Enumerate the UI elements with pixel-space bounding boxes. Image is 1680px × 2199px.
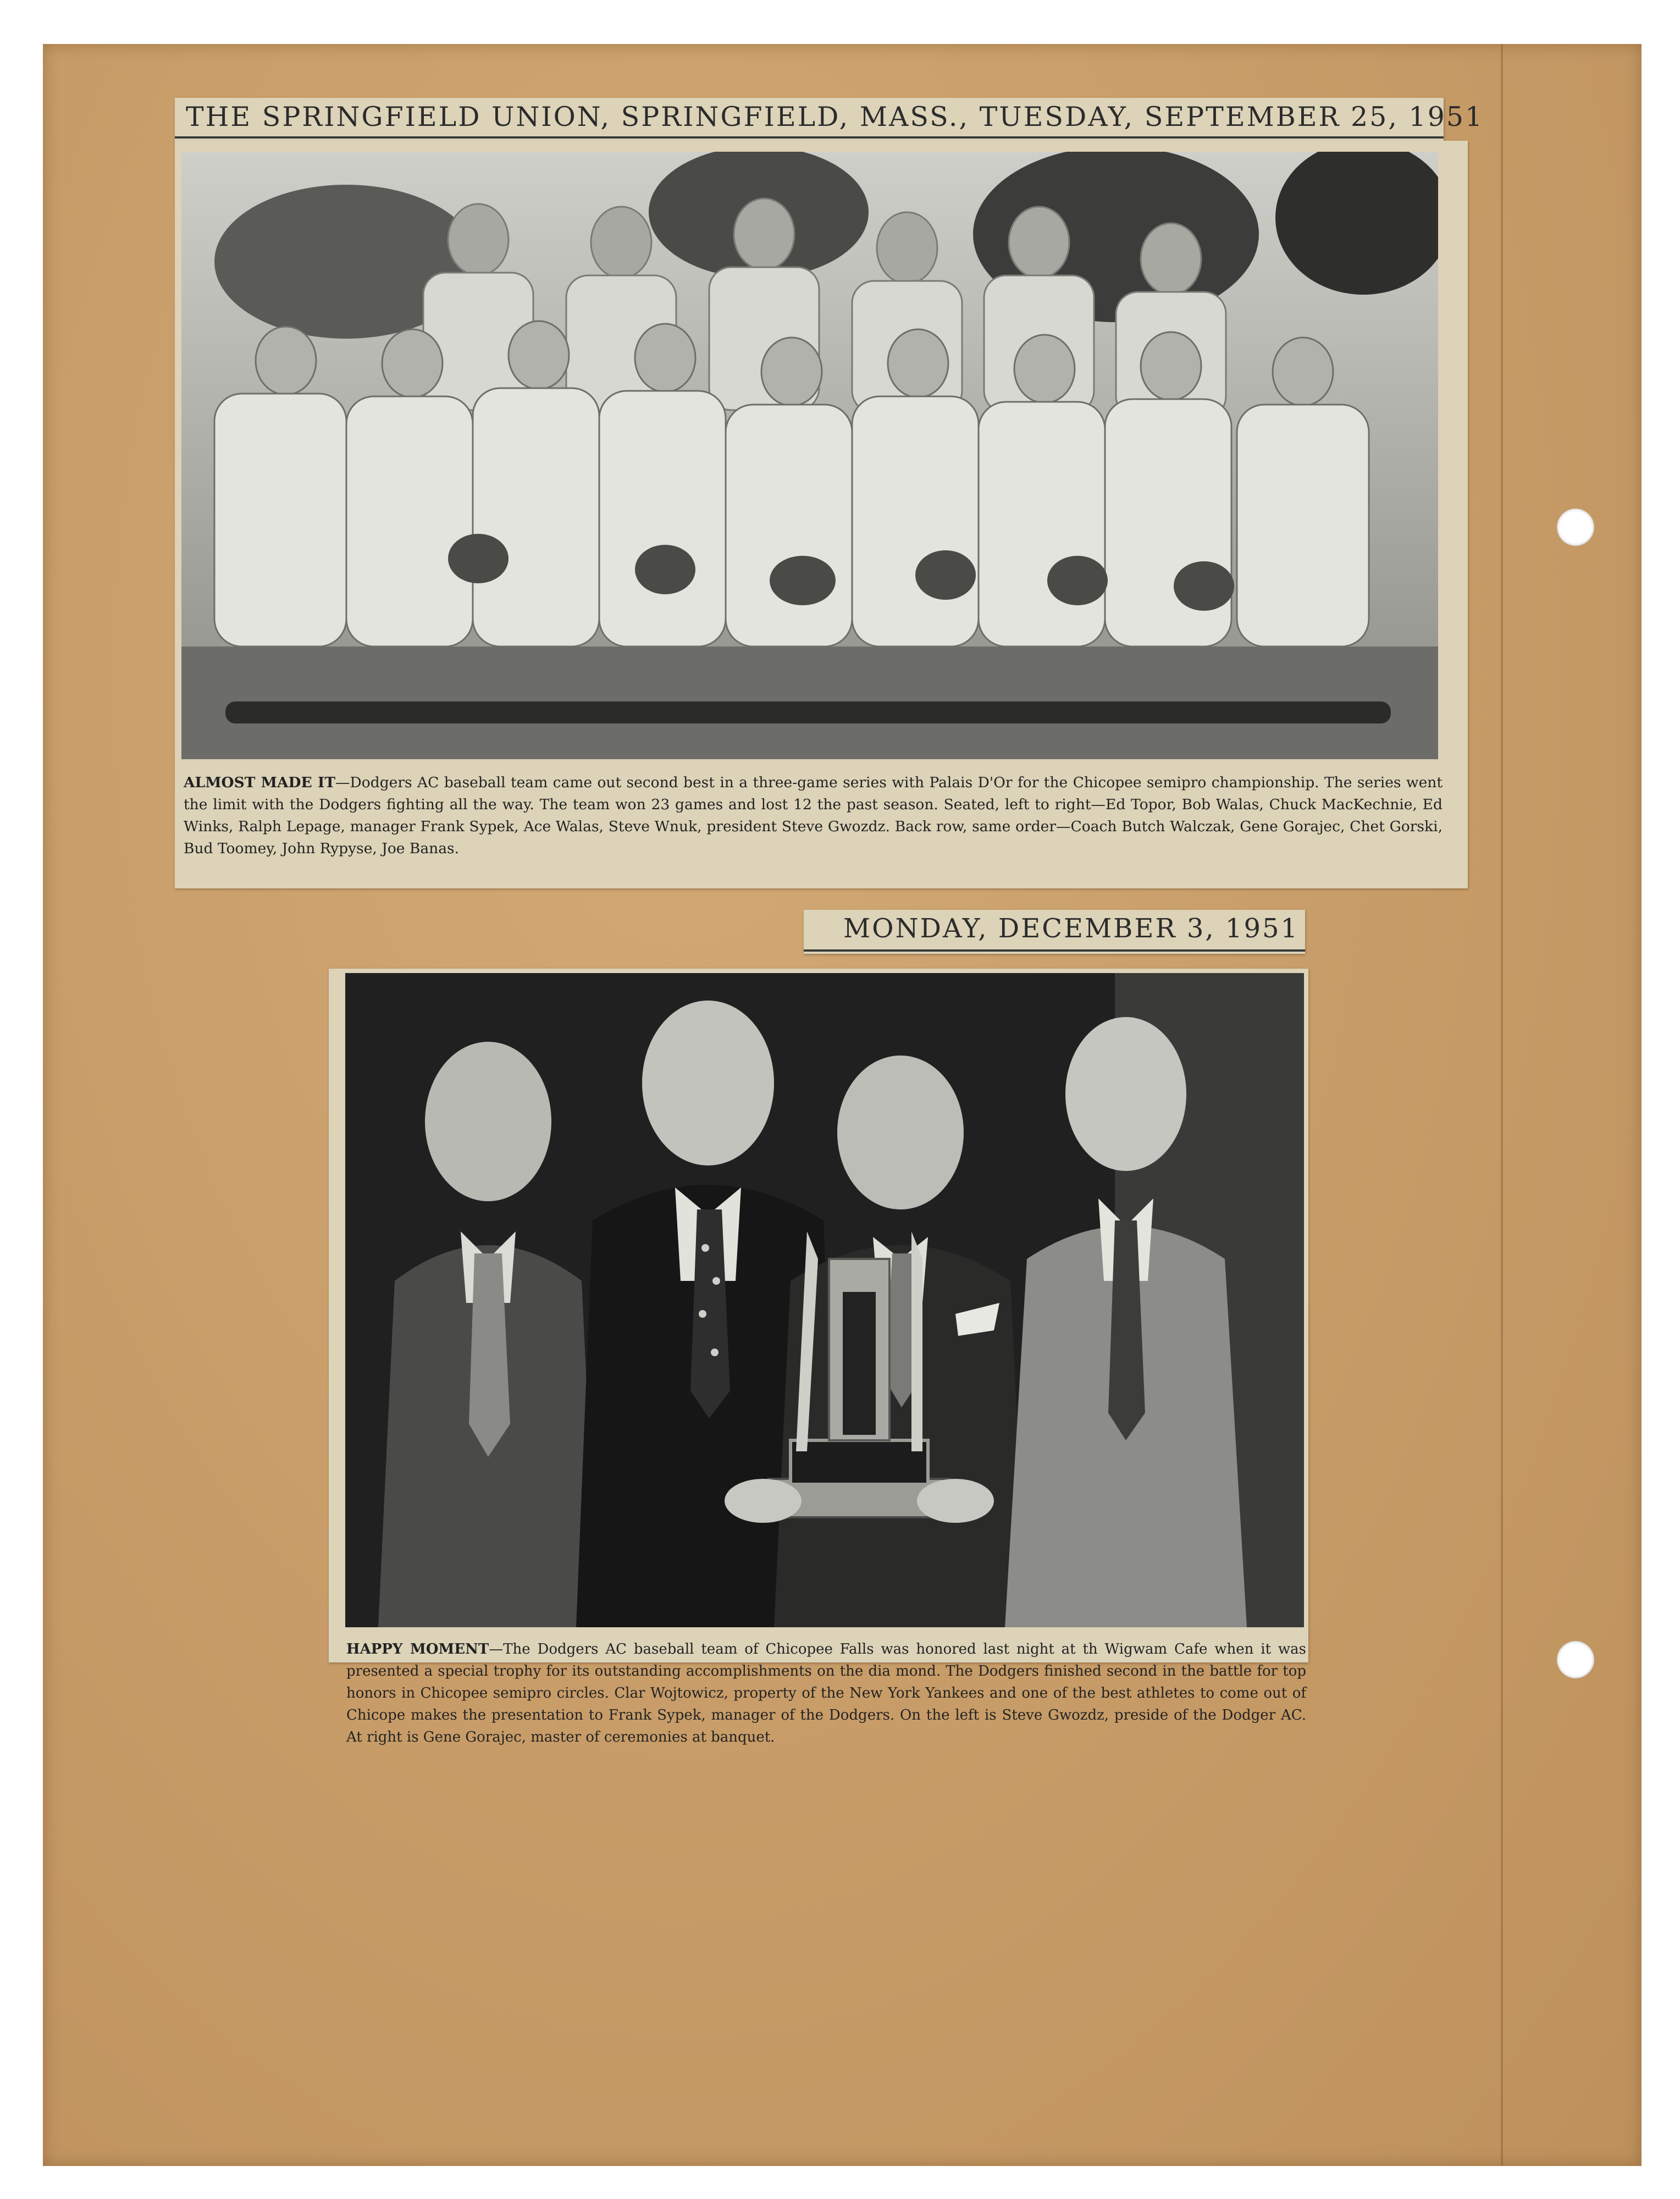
bottom-dateline: MONDAY, DECEMBER 3, 1951 — [843, 913, 1300, 944]
bottom-clipping — [329, 969, 1308, 1745]
top-dateline: THE SPRINGFIELD UNION, SPRINGFIELD, MASS., TUESDAY, SEPTEMBER 25, 1951 — [186, 101, 1484, 132]
top-dateline-strip — [175, 98, 1484, 141]
team-photo-icon — [181, 152, 1438, 759]
top-clipping — [175, 141, 1468, 888]
bottom-caption-lead: HAPPY MOMENT — [346, 1641, 489, 1657]
bottom-caption — [346, 1638, 1306, 1748]
top-caption-body: —Dodgers AC baseball team came out second best in a three-game series with Palais D'Or for the Chicopee semipro championship. The series went the limit with the Dodgers fighting all the way. The team won 23 games and lost 12 the past season. Seated, left to right—Ed Topor, Bob Walas, Chuck MacKechnie, Ed Winks, Ralph Lepage, manager Frank Sypek, Ace Walas, Steve Wnuk, president Steve Gwozdz. Back row, same order—Coach Butch Walczak, Gene Gorajec, Chet Gorski, Bud Toomey, John Rypyse, Joe Banas. — [184, 774, 1443, 857]
bottom-dateline-strip — [804, 910, 1305, 954]
binder-hole-top — [1557, 509, 1594, 546]
bottom-caption-body: —The Dodgers AC baseball team of Chicopee Falls was honored last night at th Wigwam Cafe when it was presented a special trophy for its outstanding accomplishments on the dia mond. The Dodgers finished second in the battle for top honors in Chicopee semipro circles. Clar Wojtowicz, property of the New York Yankees and one of the best athletes to come out of Chicope makes the presentation to Frank Sypek, manager of the Dodgers. On the left is Steve Gwozdz, preside of the Dodger AC. At right is Gene Gorajec, master of ceremonies at banquet. — [346, 1641, 1306, 1745]
top-caption — [184, 772, 1443, 860]
trophy-photo-icon — [345, 973, 1304, 1627]
binder-hole-bottom — [1557, 1641, 1594, 1678]
top-caption-lead: ALMOST MADE IT — [184, 774, 336, 791]
binding-fold — [1501, 44, 1503, 2166]
